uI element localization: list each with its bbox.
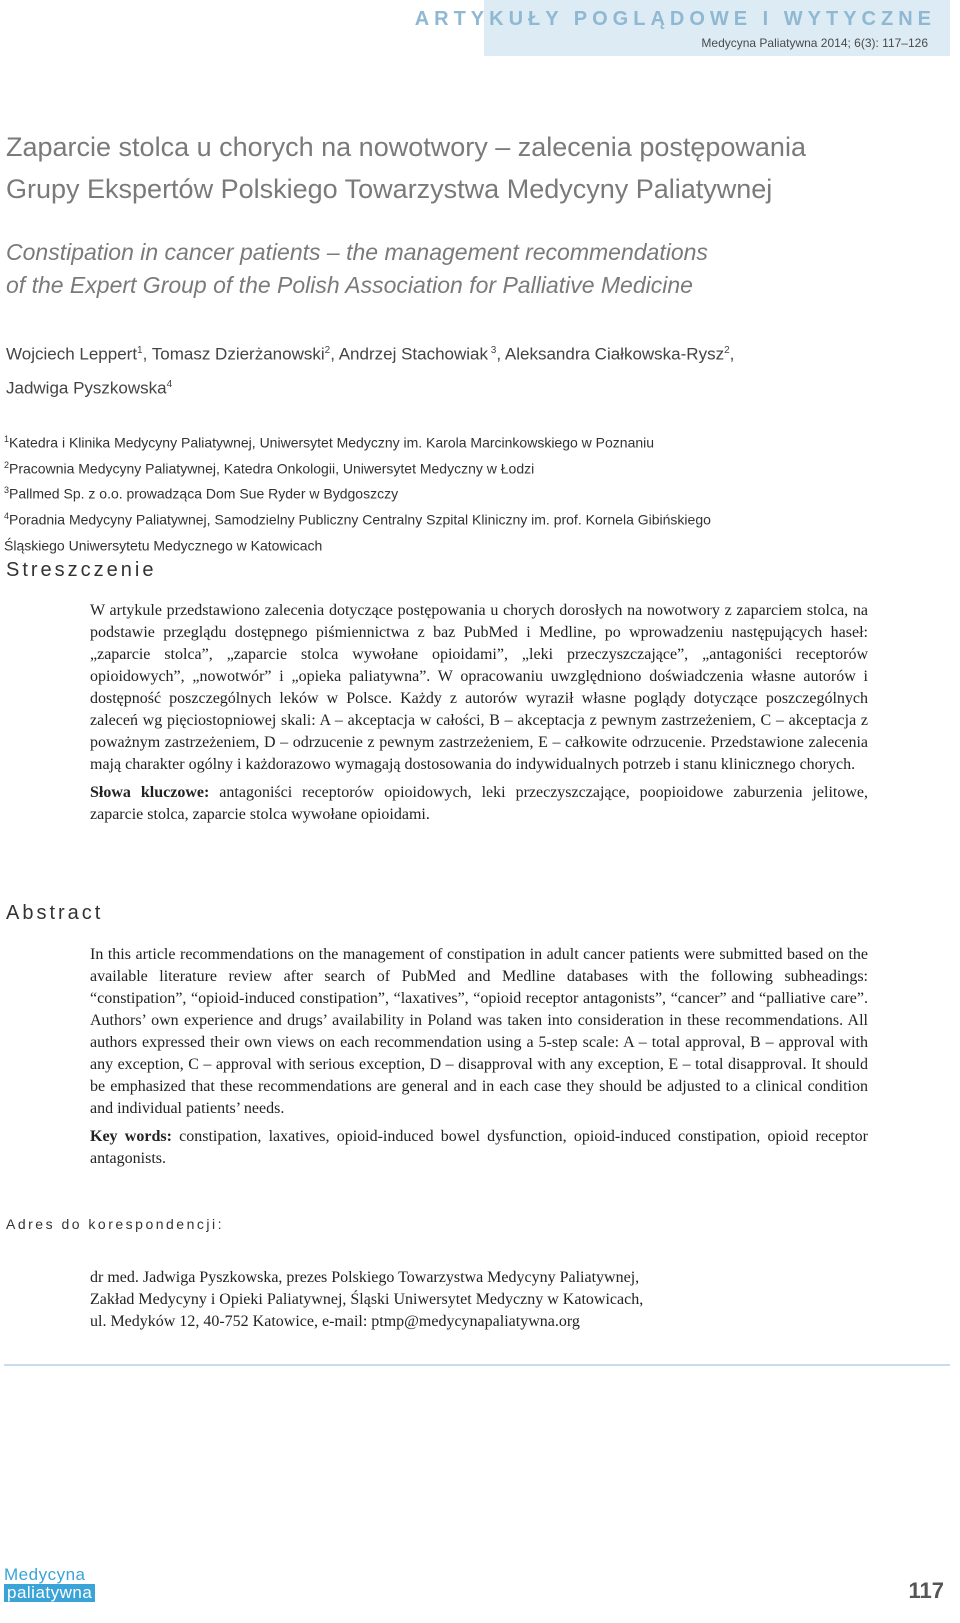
author-name: Aleksandra Ciałkowska-Rysz	[504, 344, 725, 364]
streszczenie-keywords	[90, 782, 868, 826]
title-english	[6, 236, 946, 302]
title-english-line: of the Expert Group of the Polish Association for Palliative Medicine	[6, 272, 693, 298]
journal-logo	[4, 1566, 108, 1603]
abstract-heading: Abstract	[6, 902, 104, 924]
logo-text-top: Medycyna	[4, 1565, 86, 1584]
page-number: 117	[908, 1578, 944, 1603]
section-label: ARTYKUŁY POGLĄDOWE I WYTYCZNE	[414, 8, 936, 30]
author-affil-ref: 3	[488, 345, 497, 356]
affiliation-item: Śląskiego Uniwersytetu Medycznego w Katowicach	[4, 537, 323, 554]
keywords-label: Słowa kluczowe:	[90, 784, 210, 801]
author-separator: ,	[330, 344, 339, 364]
title-english-line: Constipation in cancer patients – the management recommendations	[6, 239, 708, 265]
author-affil-ref: 4	[166, 378, 173, 390]
author-separator: ,	[729, 344, 735, 364]
affiliation-item: $^3$Pallmed Sp. z o.o. prowadząca Dom Sue Ryder w Bydgoszczy	[4, 485, 399, 502]
title-polish-line: Grupy Ekspertów Polskiego Towarzystwa Medycyny Paliatywnej	[6, 174, 773, 204]
author-affil-ref: 2	[724, 345, 730, 356]
author-name: Andrzej Stachowiak	[338, 344, 489, 364]
author-name: Jadwiga Pyszkowska	[6, 378, 167, 398]
keywords-label: Key words:	[90, 1128, 172, 1145]
author-affil-ref: 1	[137, 345, 143, 356]
keywords-text: antagoniści receptorów opioidowych, leki przeczyszczające, poopioidowe zaburzenia jelitowe, zaparcie stolca, zaparcie stolca wywołane opioidami.	[90, 784, 868, 823]
correspondence-line: dr med. Jadwiga Pyszkowska, prezes Polskiego Towarzystwa Medycyny Paliatywnej,	[90, 1269, 640, 1286]
author-list	[6, 336, 946, 403]
section-divider	[4, 1364, 950, 1366]
correspondence-address	[90, 1267, 870, 1333]
abstract-body	[90, 944, 868, 1170]
affiliation-item: $^1$Katedra i Klinika Medycyny Paliatywnej, Uniwersytet Medyczny im. Karola Marcinkowskiego w Poznaniu	[4, 434, 655, 451]
abstract-text: In this article recommendations on the management of constipation in adult cancer patients were submitted based on the available literature review after search of PubMed and Medline databases with the following subheadings: “constipation”, “opioid-induced constipation”, “laxatives”, “opioid receptor antagonists”, “cancer” and “palliative care”. Authors’ own experience and drugs’ availability in Poland was taken into consideration in these recommendations. All authors expressed their own views on each recommendation using a 5-step scale: A – total approval, B – approval with any exception, C – approval with serious exception, D – disapproval with any exception, E – total disapproval. It should be emphasized that these recommendations are general and in each case they should be adjusted to a clinical condition and individual patients’ needs.	[90, 946, 868, 1117]
streszczenie-heading: Streszczenie	[6, 559, 157, 581]
author-separator: ,	[496, 344, 505, 364]
correspondence-line: ul. Medyków 12, 40-752 Katowice, e-mail: ptmp@medycynapaliatywna.org	[90, 1313, 580, 1330]
logo-text-bottom: paliatywna	[4, 1584, 95, 1602]
author-affil-ref: 2	[324, 345, 331, 356]
abstract-keywords	[90, 1126, 868, 1170]
streszczenie-body	[90, 600, 868, 826]
title-polish-line: Zaparcie stolca u chorych na nowotwory – zalecenia postępowania	[6, 132, 806, 162]
title-polish	[6, 126, 946, 210]
streszczenie-text: W artykule przedstawiono zalecenia dotyczące postępowania u chorych dorosłych na nowotwory z zaparciem stolca, na podstawie przeglądu dostępnego piśmiennictwa z baz PubMed i Medline, po wprowadzeniu następujących haseł: „zaparcie stolca”, „zaparcie stolca wywołane opioidami”, „leki przeczyszczające”, „antagoniści receptorów opioidowych”, „nowotwór” i „opieka paliatywna”. W opracowaniu uwzględniono doświadczenia własne autorów i dostępność poszczególnych leków w Polsce. Każdy z autorów wyraził własne poglądy dotyczące poszczególnych zaleceń wg pięciostopniowej skali: A – akceptacja w całości, B – akceptacja z pewnym zastrzeżeniem, C – akceptacja z poważnym zastrzeżeniem, D – odrzucenie z pewnym zastrzeżeniem, E – całkowite odrzucenie. Przedstawione zalecenia mają charakter ogólny i każdorazowo wymagają dostosowania do indywidualnych potrzeb i stanu klinicznego chorych.	[90, 602, 868, 773]
author-name: Tomasz Dzierżanowski	[151, 344, 325, 364]
author-separator: ,	[142, 344, 152, 364]
affiliation-item: $^4$Poradnia Medycyny Paliatywnej, Samodzielny Publiczny Centralny Szpital Kliniczny im. prof. Kornela Gibińskiego	[4, 510, 711, 528]
journal-citation: Medycyna Paliatywna 2014; 6(3): 117–126	[701, 36, 928, 50]
correspondence-line: Zakład Medycyny i Opieki Paliatywnej, Śląski Uniwersytet Medyczny w Katowicach,	[90, 1291, 644, 1308]
author-name: Wojciech Leppert	[6, 344, 138, 364]
affiliation-list	[4, 428, 944, 556]
keywords-text: constipation, laxatives, opioid-induced bowel dysfunction, opioid-induced constipation, opioid receptor antagonists.	[90, 1128, 869, 1167]
affiliation-item: $^2$Pracownia Medycyny Paliatywnej, Katedra Onkologii, Uniwersytet Medyczny w Łodzi	[4, 459, 535, 477]
correspondence-heading: Adres do korespondencji:	[6, 1216, 224, 1232]
journal-header-box	[414, 0, 950, 56]
